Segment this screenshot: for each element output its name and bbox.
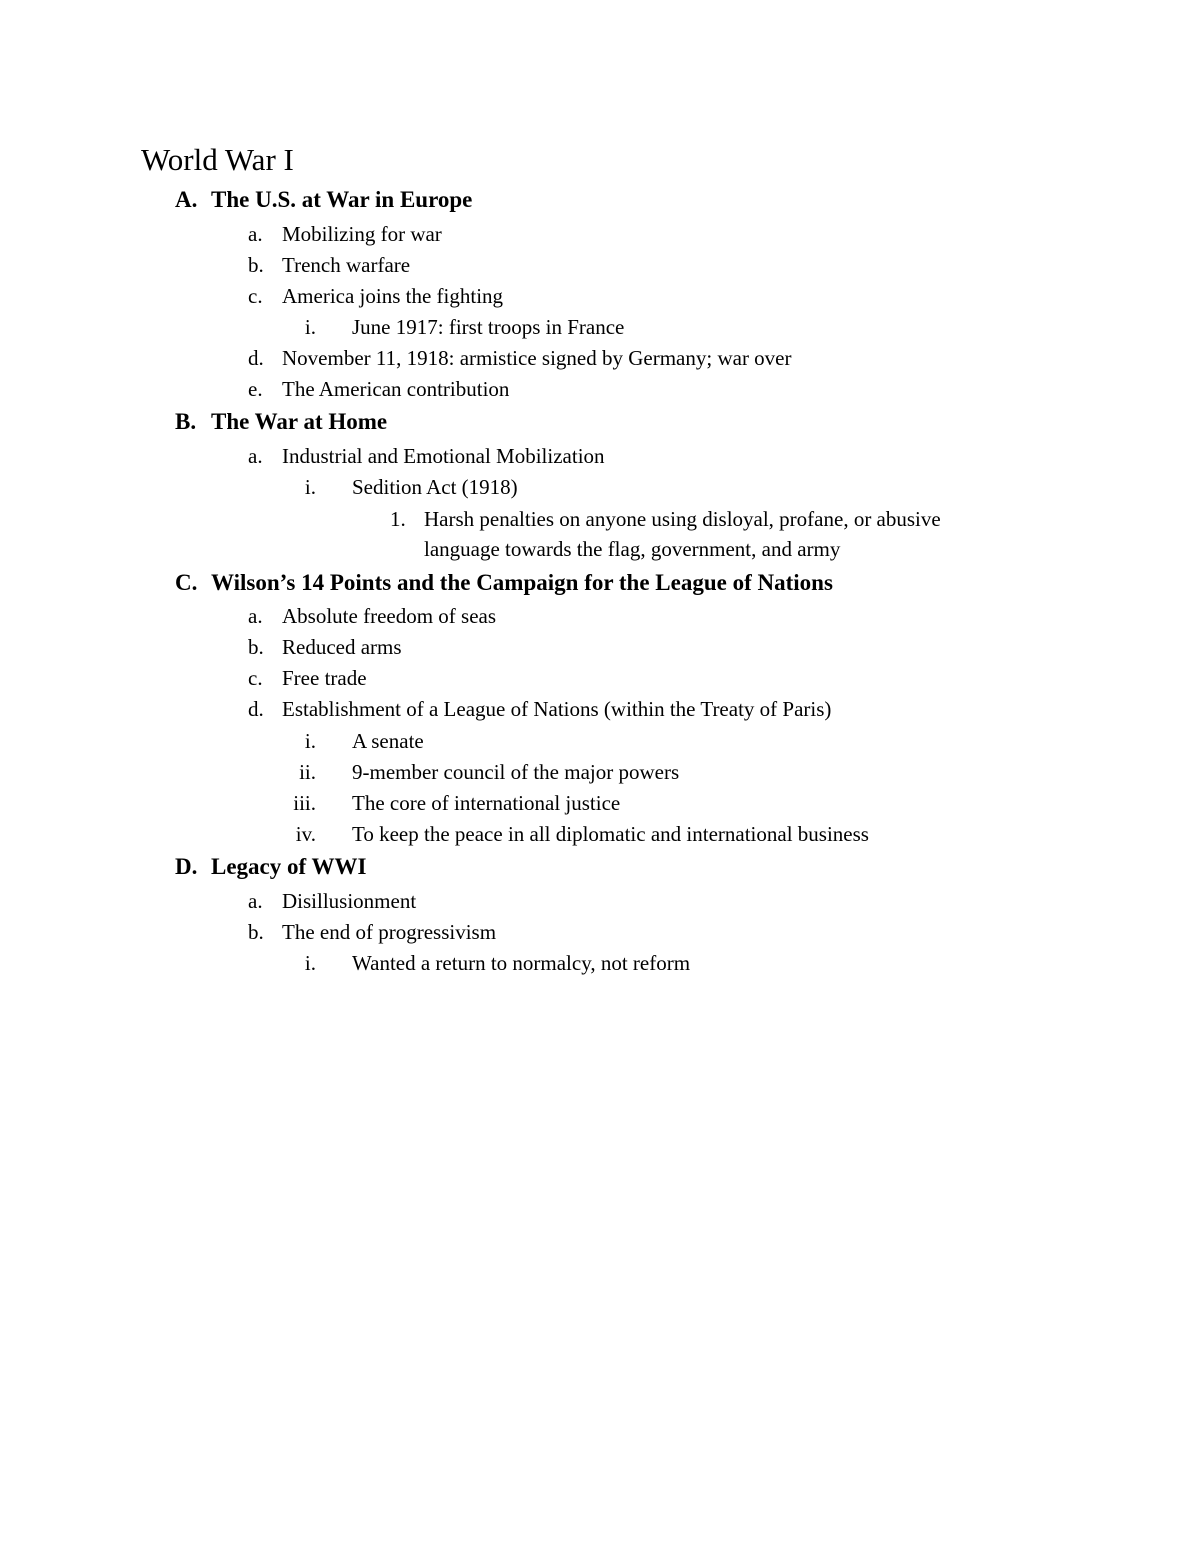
section-heading-text: The U.S. at War in Europe xyxy=(211,187,473,212)
list-item-text: language towards the flag, government, and army xyxy=(424,537,841,561)
list-marker: a. xyxy=(248,222,263,246)
list-item-text: Disillusionment xyxy=(282,889,417,913)
list-marker: iii. xyxy=(293,791,316,815)
list-marker: c. xyxy=(248,284,263,308)
list-marker: c. xyxy=(248,666,263,690)
list-marker: 1. xyxy=(390,507,406,531)
list-item-text: Industrial and Emotional Mobilization xyxy=(282,444,605,468)
list-item-text: June 1917: first troops in France xyxy=(352,315,625,339)
list-item-text: The American contribution xyxy=(282,377,510,401)
section-heading-text: Legacy of WWI xyxy=(211,854,367,879)
list-marker: a. xyxy=(248,889,263,913)
list-marker: i. xyxy=(304,315,316,339)
list-marker: d. xyxy=(248,697,264,721)
list-marker: b. xyxy=(248,920,264,944)
list-marker: i. xyxy=(304,729,316,753)
list-item-text: Sedition Act (1918) xyxy=(352,475,518,499)
list-marker: b. xyxy=(248,635,264,659)
section-marker: C. xyxy=(175,570,198,595)
list-item-text: Harsh penalties on anyone using disloyal, profane, or abusive xyxy=(424,507,941,531)
section-heading-text: The War at Home xyxy=(211,409,388,434)
list-marker: a. xyxy=(248,444,263,468)
list-item-text: Free trade xyxy=(282,666,367,690)
list-marker: a. xyxy=(248,604,263,628)
section-heading-text: Wilson’s 14 Points and the Campaign for the League of Nations xyxy=(211,570,833,595)
list-item-text: America joins the fighting xyxy=(282,284,504,308)
list-marker: e. xyxy=(248,377,263,401)
list-item-text: A senate xyxy=(352,729,424,753)
list-marker: d. xyxy=(248,346,264,370)
section-marker: D. xyxy=(175,854,198,879)
list-marker: ii. xyxy=(299,760,316,784)
list-item-text: Trench warfare xyxy=(282,253,411,277)
list-item-text: Wanted a return to normalcy, not reform xyxy=(352,951,691,975)
document-title: World War I xyxy=(141,142,294,177)
list-item-text: Reduced arms xyxy=(282,635,402,659)
list-marker: iv. xyxy=(295,822,316,846)
list-item-text: To keep the peace in all diplomatic and international business xyxy=(352,822,869,846)
list-marker: i. xyxy=(304,475,316,499)
list-item-text: November 11, 1918: armistice signed by Germany; war over xyxy=(282,346,792,370)
list-item-text: Establishment of a League of Nations (within the Treaty of Paris) xyxy=(282,697,832,721)
list-marker: i. xyxy=(304,951,316,975)
list-item-text: The end of progressivism xyxy=(282,920,497,944)
list-item-text: The core of international justice xyxy=(352,791,621,815)
list-item-text: Mobilizing for war xyxy=(282,222,442,246)
section-marker: B. xyxy=(175,409,197,434)
list-marker: b. xyxy=(248,253,264,277)
list-item-text: Absolute freedom of seas xyxy=(282,604,497,628)
list-item-text: 9-member council of the major powers xyxy=(352,760,680,784)
section-marker: A. xyxy=(175,187,198,212)
